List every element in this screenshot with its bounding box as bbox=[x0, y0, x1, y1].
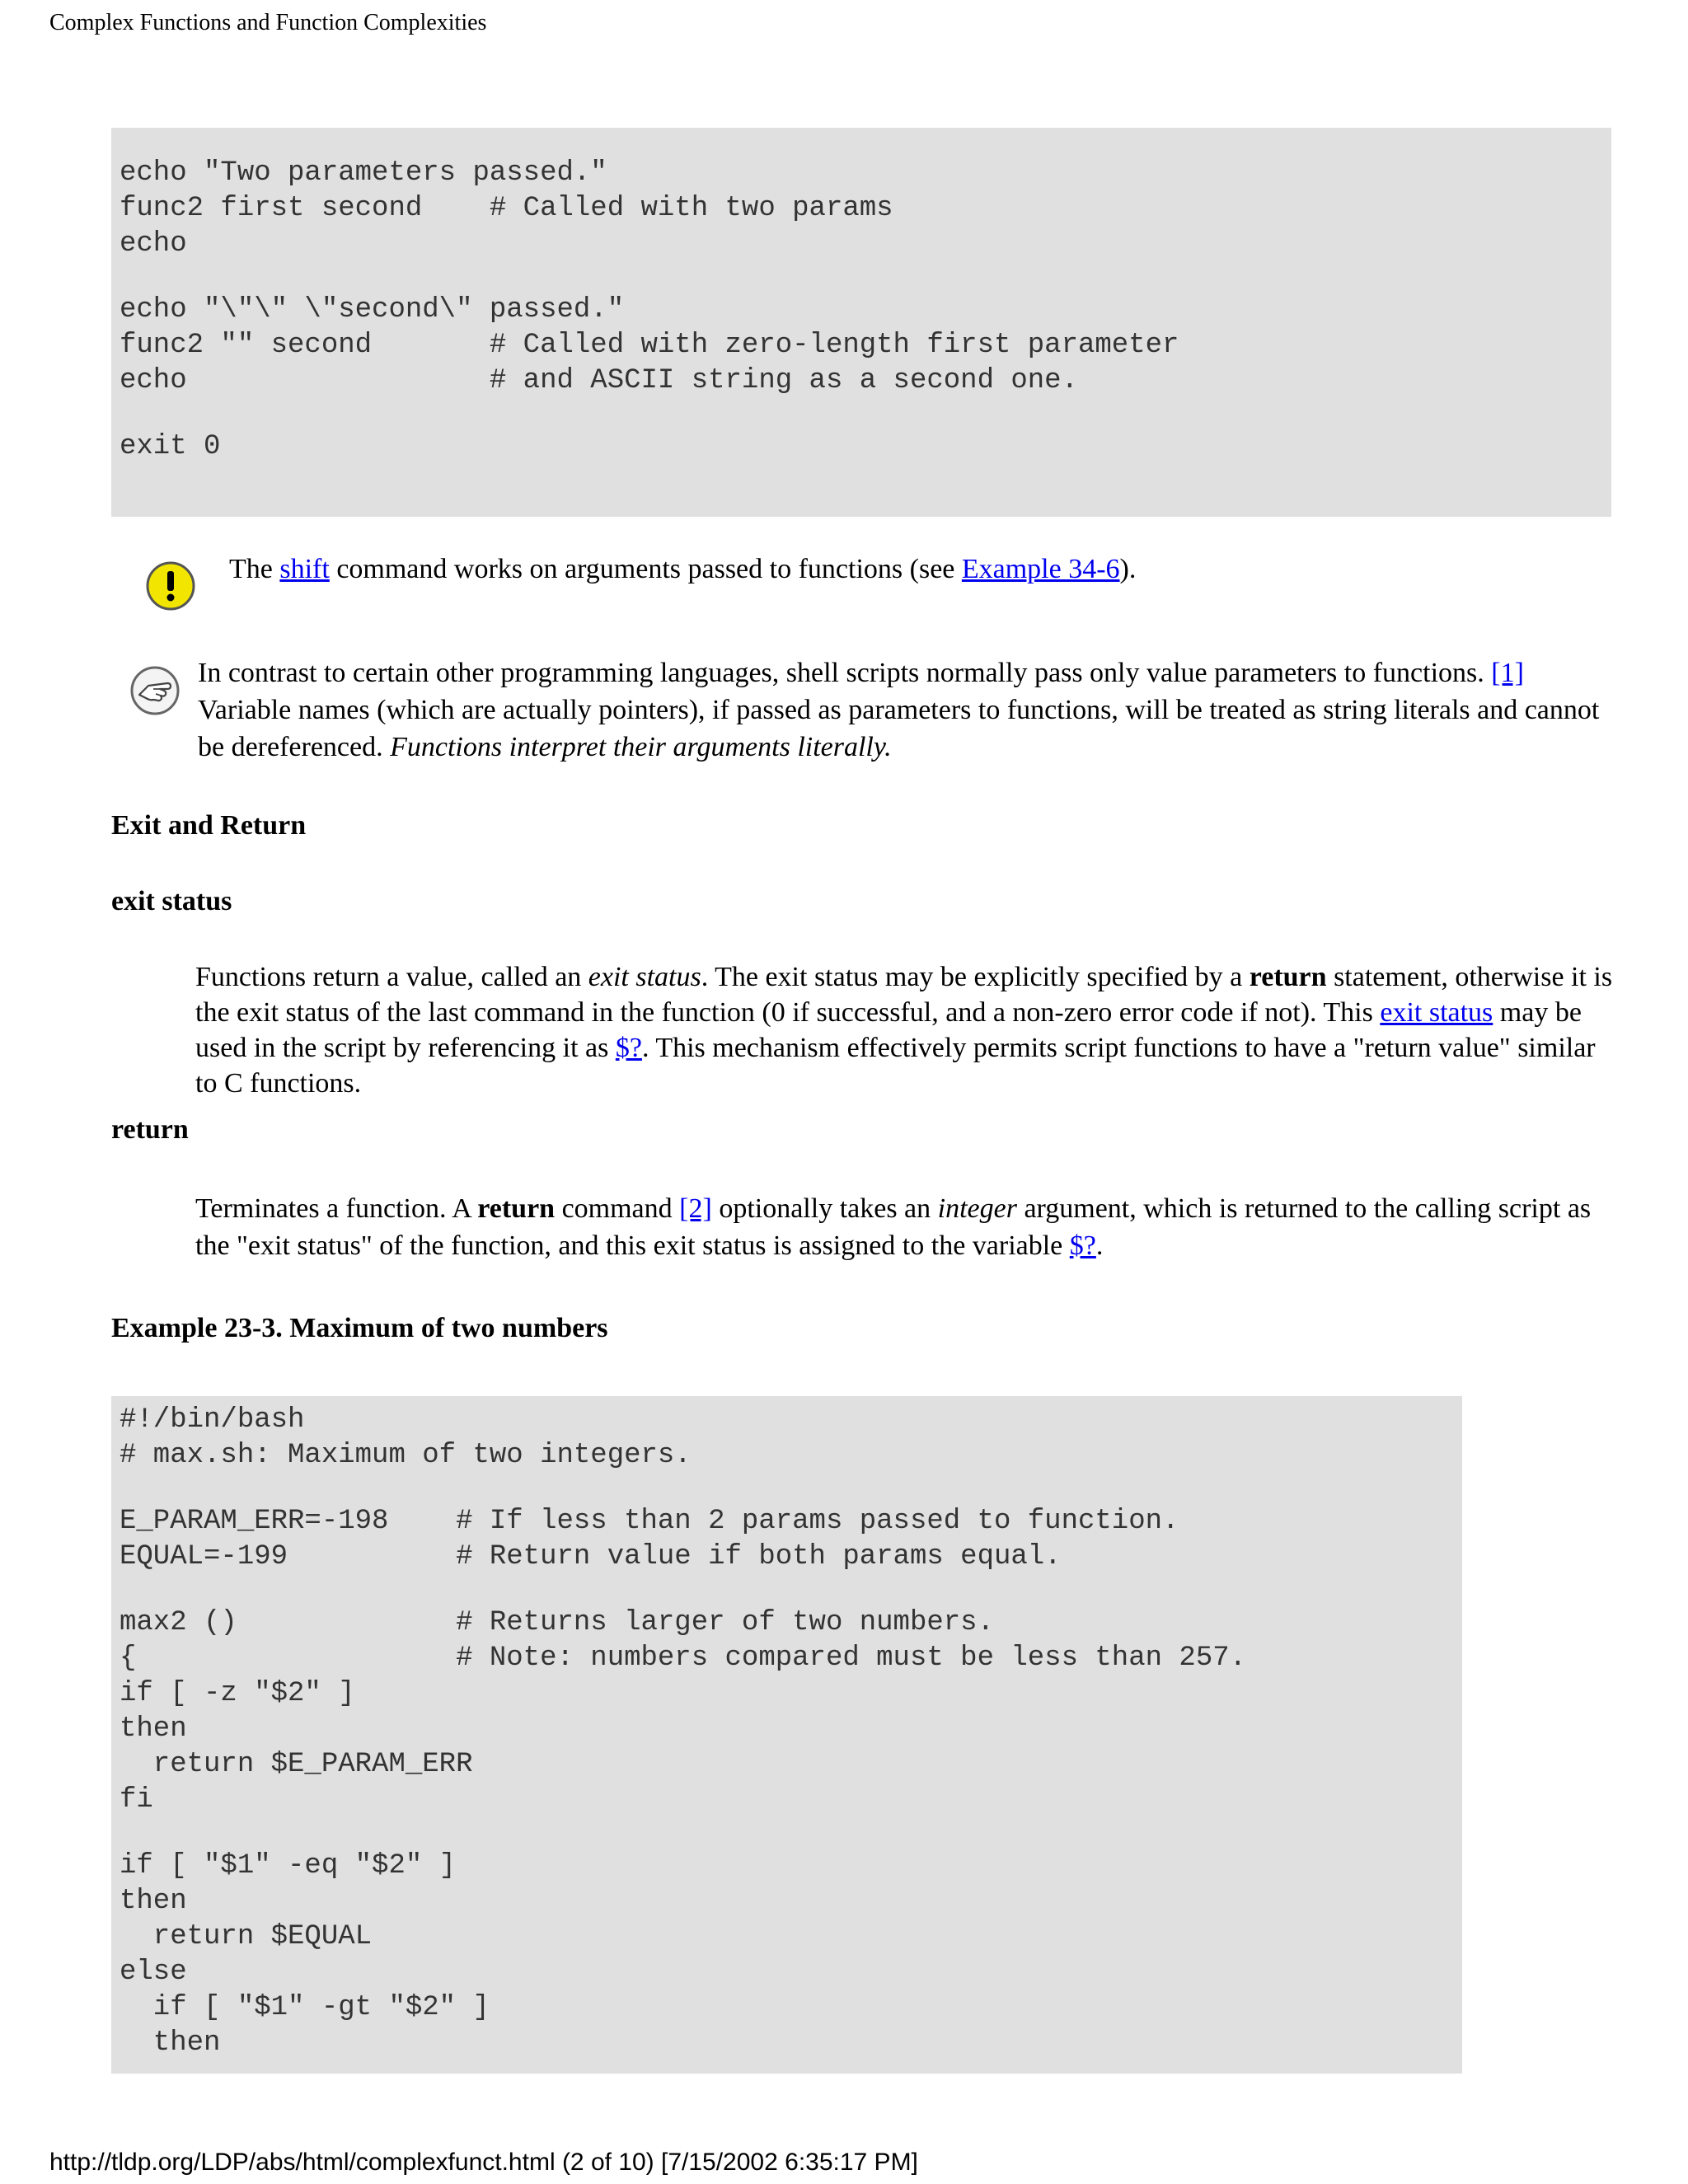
warning-icon bbox=[145, 560, 196, 612]
code-line: then bbox=[120, 1886, 187, 1917]
note-text: In contrast to certain other programming languages, shell scripts normally pass only value parameters to functions. [1] Variable names (which are actually pointers), if passed as parameters to functions, will be treated as string literals and cannot be dereferenced. Functions interpret their arguments literally. bbox=[198, 658, 1600, 762]
code-line: func2 "" second # Called with zero-length first parameter bbox=[120, 330, 1179, 361]
exit-status-link[interactable]: exit status bbox=[1380, 997, 1493, 1028]
code-block-1 bbox=[111, 128, 1611, 517]
code-line: #!/bin/bash bbox=[120, 1404, 305, 1436]
dollar-question-link[interactable]: $? bbox=[1069, 1230, 1096, 1261]
code-line: exit 0 bbox=[120, 431, 221, 462]
footnote-1-link[interactable]: [1] bbox=[1491, 658, 1524, 688]
code-line: return $EQUAL bbox=[120, 1921, 373, 1952]
code-line: func2 first second # Called with two params bbox=[120, 193, 893, 224]
page-footer: http://tldp.org/LDP/abs/html/complexfunct.html (2 of 10) [7/15/2002 6:35:17 PM] bbox=[49, 2149, 918, 2176]
page-header: Complex Functions and Function Complexities bbox=[49, 10, 487, 35]
code-line: else bbox=[120, 1957, 187, 1988]
exit-status-definition: Functions return a value, called an exit status. The exit status may be explicitly specified by a return statement, otherwise it is the exit status of the last command in the function (0 if successful, and a non-zero error code if not). This exit status may be used in the script by referencing it as $?. This mechanism effectively permits script functions to have a "return value" similar to C functions. bbox=[195, 962, 1613, 1099]
code-line: echo bbox=[120, 228, 187, 260]
code-blank-line bbox=[120, 1818, 1454, 1849]
code-line: # max.sh: Maximum of two integers. bbox=[120, 1440, 692, 1471]
code-block-2 bbox=[111, 1396, 1462, 2074]
exit-status-term: exit status bbox=[111, 886, 232, 916]
return-definition: Terminates a function. A return command [2] optionally takes an integer argument, which is returned to the calling script as the "exit status" of the function, and this exit status is assigned to the variable $?. bbox=[195, 1193, 1592, 1261]
code-line: echo # and ASCII string as a second one. bbox=[120, 365, 1078, 396]
dollar-question-link[interactable]: $? bbox=[615, 1033, 642, 1063]
code-blank-line bbox=[120, 262, 1603, 293]
warning-text: The shift command works on arguments passed to functions (see Example 34-6). bbox=[229, 554, 1137, 584]
code-line: return $E_PARAM_ERR bbox=[120, 1749, 473, 1780]
code-blank-line bbox=[120, 399, 1603, 429]
hand-pointing-icon bbox=[129, 664, 181, 717]
code-line: then bbox=[120, 1713, 187, 1745]
return-term: return bbox=[111, 1114, 189, 1145]
code-line: EQUAL=-199 # Return value if both params equal. bbox=[120, 1541, 1062, 1572]
code-line: if [ "$1" -eq "$2" ] bbox=[120, 1850, 457, 1882]
code-line: echo "Two parameters passed." bbox=[120, 157, 607, 189]
code-blank-line bbox=[120, 1575, 1454, 1605]
code-line: echo "\"\" \"second\" passed." bbox=[120, 294, 625, 326]
footnote-2-link[interactable]: [2] bbox=[679, 1193, 712, 1224]
code-blank-line bbox=[120, 1474, 1454, 1504]
section-heading: Exit and Return bbox=[111, 810, 307, 841]
code-line: fi bbox=[120, 1784, 153, 1816]
code-line: then bbox=[120, 2027, 221, 2059]
shift-link[interactable]: shift bbox=[279, 554, 330, 584]
code-line: if [ -z "$2" ] bbox=[120, 1678, 355, 1709]
example-34-6-link[interactable]: Example 34-6 bbox=[961, 554, 1120, 584]
code-line: E_PARAM_ERR=-198 # If less than 2 params passed to function. bbox=[120, 1506, 1179, 1537]
code-line: max2 () # Returns larger of two numbers. bbox=[120, 1607, 994, 1638]
code-line: if [ "$1" -gt "$2" ] bbox=[120, 1992, 490, 2023]
example-title: Example 23-3. Maximum of two numbers bbox=[111, 1313, 608, 1343]
code-line: { # Note: numbers compared must be less than 257. bbox=[120, 1643, 1247, 1674]
